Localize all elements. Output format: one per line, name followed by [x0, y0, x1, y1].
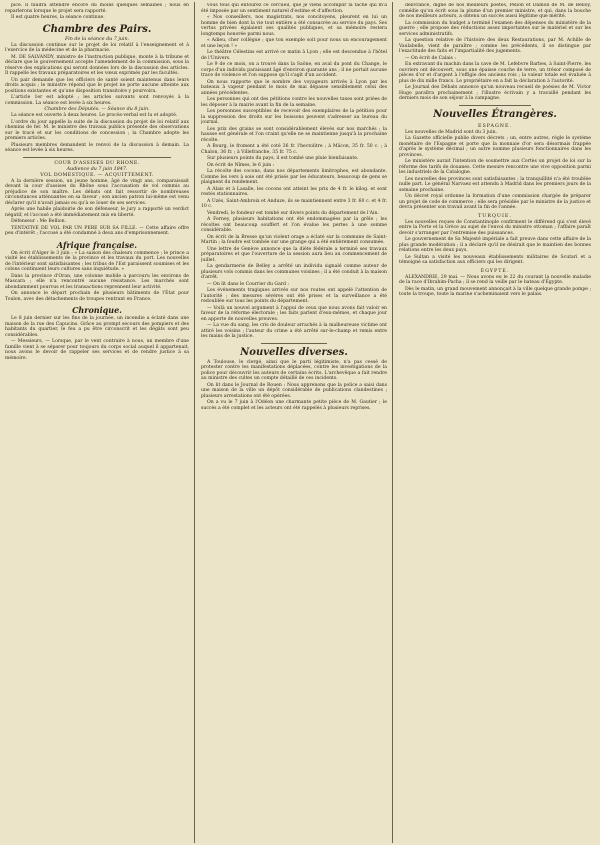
paragraph: La discussion continue sur le projet de loi relatif à l'enseignement et à l'exercice de la médecine et de la pharmacie. — [5, 42, 189, 53]
paragraph: Plusieurs membres demandent le renvoi de la discussion à demain. La séance est levée à six heures. — [5, 142, 189, 153]
column-rule — [194, 2, 195, 843]
paragraph: délivrance, digne de nos meilleurs poètes, Pélion et Damon de M. de Belloy, comédie qu'on écrit sous la plume d'un premier ministre, et qui, dans la bouche de nos meilleurs acteurs, a obtenu un succès aussi légitime que mérité. — [399, 3, 591, 19]
paragraph: On a vu le 7 juin à l'Odéon une charmante petite pièce de M. Gautier ; le succès a été complet et les acteurs ont été rappelés à plusieurs reprises. — [201, 400, 387, 411]
paragraph: Les événements tragiques arrivés sur nos routes ont appelé l'attention de l'autorité ; des mesures sévères ont été prises et la surveillance a été redoublée sur tous les points du département. — [201, 288, 387, 304]
paragraph: « Nos conseillers, nos magistrats, nos concitoyens, pleurent en lui un homme de bien dont la vie tout entière a été consacrée au service du pays. Ses vertus privées égalaient ses qualités publiques, et sa mémoire restera longtemps honorée parmi nous. — [201, 15, 387, 37]
paragraph: Vendredi, le fondeur est tombé sur divers points du département de l'Ain. — [207, 210, 379, 216]
paragraph: Le Sultan a visité les nouveaux établissements militaires de Scutari et a témoigné sa satisfaction aux officiers qui les dirigent. — [399, 254, 591, 265]
session-date: Audience du 7 juin 1847. — [66, 166, 128, 172]
case-title: VOL DOMESTIQUE. — ACQUITTEMENT. — [40, 172, 154, 178]
paragraph: pice. Il faudra attendre encore du moins quelques semaines ; nous en reparlerons lorsque le projet sera rapporté. — [5, 3, 189, 14]
paragraph: — Voilà un nouvel argument à l'appui de ceux que nous avons fait valoir en faveur de la réforme électorale ; les faits parlent d'eux-mêmes, et chaque jour en apporte de nouvelles preuves. — [201, 305, 387, 322]
section-divider — [23, 157, 171, 158]
paragraph: M. DE SALVANDY, ministre de l'instruction publique, monte à la tribune et déclare que le gouvernement accepte l'amendement de la commission, sous la réserve des explications qui seront données lors de la discussion des articles. Il rappelle les travaux préparatoires et les vœux exprimés par les facultés. — [5, 54, 189, 76]
paragraph: Sur plusieurs points du pays, il est tombé une pluie bienfaisante. — [207, 156, 359, 161]
paragraph: A Alais et à Lasalle, les cocons ont atteint les prix de 4 fr. le kilog. et sont restés stationnaires. — [201, 186, 387, 197]
country-heading-turquie: TURQUIE. — [478, 213, 512, 219]
column-3 — [399, 3, 591, 842]
paragraph: Le Journal des Débats annonce qu'un nouveau recueil de poésies de M. Victor Hugo paraîtra prochainement ; l'illustre écrivain y a travaillé pendant les derniers mois de son séjour à la campagne. — [399, 85, 591, 101]
country-heading-egypte: ÉGYPTE. — [480, 268, 510, 274]
paragraph: En extravant du machin dans la cave de M. Lefebvre Barbes, à Saint-Pierre, les ouvriers ont découvert, sous une épaisse couche de terre, un trésor composé de pièces d'or et d'argent à l'effigie des anciens rois ; la valeur totale est évaluée à plus de dix mille francs. Le propriétaire en a fait la déclaration à l'autorité. — [399, 62, 591, 84]
paragraph: Les personnes susceptibles de recevoir des exemplaires de la pétition pour la suppression des droits sur les boissons peuvent s'adresser au bureau du journal. — [201, 109, 387, 125]
paragraph: « Adieu, cher collègue ; que ton exemple soit pour nous un encouragement et une leçon ! » — [201, 38, 387, 49]
paragraph: Dans la province d'Oran, une colonne mobile a parcouru les environs de Mascara ; elle n'a rencontré aucune résistance. Les marchés sont abondamment pourvus et les transactions reprennent leur activité. — [5, 273, 189, 290]
paragraph: TENTATIVE DE VOL PAR UN PERE SUR SA FILLE. — Cette affaire offre peu d'intérêt ; l'accusé a été condamné à deux ans d'emprisonnement. — [5, 225, 189, 236]
paragraph: Une lettre de Genève annonce que la diète fédérale a terminé ses travaux préparatoires et que l'ouverture de la session aura lieu au commencement de juillet. — [201, 246, 387, 263]
paragraph: Dès le matin, un grand mouvement annonçait à la ville quelque grande pompe ; toute la troupe, toute la marine s'acheminaient vers le palais. — [399, 286, 591, 297]
paragraph: L'article 1er est adopté ; les articles suivants sont renvoyés à la commission. La séance est levée à six heures. — [5, 95, 189, 106]
paragraph: — La vue du sang, les cris de douleur arrachés à la malheureuse victime ont attiré les voisins ; l'auteur du crime a été arrêté sur-le-champ et remis entre les mains de la justice. — [201, 323, 387, 339]
paragraph: Le 9 de ce mois, on a trouvé dans la Saône, en aval du pont du Change, le corps d'un individu paraissant âgé d'environ quarante ans ; il ne portait aucune trace de violence et l'on suppose qu'il s'agit d'un accident. — [201, 62, 387, 78]
paragraph: Les nouvelles des provinces sont satisfaisantes ; la tranquillité n'a été troublée nulle part. Le général Narvaez est attendu à Madrid dans les premiers jours de la semaine prochaine. — [399, 176, 591, 193]
paragraph: On écrit d'Alger le 3 juin : « La saison des chaleurs commence ; le prince a visité les établissements de la province et les travaux du port. Les nouvelles de l'intérieur sont satisfaisantes ; les tribus de l'Est paraissent soumises et les colons continuent leurs cultures sans inquiétude. » — [5, 250, 189, 272]
paragraph: La récolte des cocons, dans nos départements limitrophes, est abondante. Comme les vers à soie ont été prisés par les éducateurs, beaucoup de gens se plaignent du rendement. — [201, 169, 387, 185]
paragraph: Les nouvelles de Madrid sont du 3 juin. — [405, 129, 498, 135]
paragraph: vous tous qui entourez ce cercueil, que je viens accomplir la tâche qui m'a été imposée par un sentiment naturel d'estime et d'affection. — [201, 3, 387, 14]
paragraph: — On lit dans le Courrier du Gard : — [207, 281, 289, 287]
paragraph: La question relative de l'histoire des deux Restaurations, par M. Achille de Vaulabelle, vient de paraître ; comme les précédents, il se distingue par l'exactitude des faits et l'impartialité des jugements. — [399, 38, 591, 54]
paragraph: On lit dans le Journal de Rouen : Nous apprenons que la police a saisi dans une maison de la ville un dépôt considérable de publications clandestines ; plusieurs arrestations ont été opérées. — [201, 382, 387, 399]
section-title-nouvelles-etrangeres: Nouvelles Étrangères. — [433, 108, 557, 120]
paragraph: Le théâtre Célestins est arrivé ce matin à Lyon ; elle est descendue à l'hôtel de l'Univers. — [201, 50, 387, 61]
column-1 — [5, 3, 189, 842]
section-title-afrique-francaise: Afrique française. — [56, 239, 138, 250]
column-rule — [392, 2, 393, 843]
paragraph: A Toulouse, le clergé, ainsi que le parti légitimiste, n'a pas cessé de protester contre les manifestations déplacées, contre les investigations de la police pour découvrir les auteurs de certains écrits. L'archevêque a fait rendre au ministre des cultes un compte détaillé de ces incidents. — [201, 359, 387, 381]
paragraph: Les nouvelles reçues de Constantinople confirment le différend qui s'est élevé entre la Porte et la Grèce au sujet de l'envoi du ministre ottoman ; l'affaire paraît devoir s'arranger par l'entremise des puissances. — [399, 219, 591, 236]
paragraph: La commission du budget a terminé l'examen des dépenses du ministère de la guerre ; elle propose des réductions assez importantes sur le matériel et sur les services administratifs. — [399, 20, 591, 37]
paragraph: On nous rapporte que le nombre des voyageurs arrivés à Lyon par les bateaux à vapeur pendant le mois de mai dépasse sensiblement celui des années précédentes. — [201, 79, 387, 96]
paragraph: La Gazette officielle publie divers décrets ; un, entre autres, règle le système monétaire de l'Espagne et porte que la monnaie d'or sera désormais frappée d'après le système décimal ; un autre nomme plusieurs fonctionnaires dans les provinces. — [399, 136, 591, 158]
paragraph: — Messieurs, — Lorsque, par le vent contraire à nous, un membre d'une famille vient à se séparer pour toujours du corps social auquel il appartenait, nous avons le devoir de rappeler ses services et de rendre justice à sa mémoire. — [5, 339, 189, 361]
session-date: Fin de la séance du 7 juin. — [64, 36, 130, 42]
paragraph: On annonce le départ prochain de plusieurs bâtiments de l'État pour Toulon, avec des détachements de troupes rentrant en France. — [5, 291, 189, 302]
paragraph: On écrit de Nîmes, le 6 juin : — [207, 162, 275, 168]
section-title-nouvelles-diverses: Nouvelles diverses. — [240, 346, 348, 358]
subheading: Chambre des Députés. — Séance du 8 juin. — [44, 107, 150, 112]
section-title-chambre-des-pairs: Chambre des Pairs. — [42, 23, 152, 35]
section-title-chronique: Chronique. — [72, 305, 122, 315]
paragraph: A Bourg, le froment a été coté 36 fr. l'hectolitre ; à Mâcon, 35 fr. 50 c. ; à Chalon, 36 fr. ; à Villefranche, 35 fr. 75 c. — [201, 144, 387, 155]
paragraph: Un pair demande que les officiers de santé soient maintenus dans leurs droits acquis ; le ministre répond que le projet ne porte aucune atteinte aux positions existantes et qu'une disposition transitoire y pourvoira. — [5, 77, 189, 94]
column-2 — [201, 3, 387, 842]
paragraph: Il est quatre heures, la séance continue. — [11, 15, 105, 20]
country-heading-espagne: ESPAGNE. — [477, 123, 513, 129]
paragraph: Les personnes qui ont des pétitions contre les nouvelles taxes sont priées de les déposer à la mairie avant la fin de la semaine. — [201, 97, 387, 108]
paragraph: Le gouvernement de Sa Majesté impériale a fait preuve dans cette affaire de la plus grande modération ; il a déclaré qu'il ne désirait que le maintien des bonnes relations entre les deux pays. — [399, 237, 591, 253]
paragraph: A Uzès, Saint-Ambroix et Anduze, ils se maintiennent entre 3 fr. 60 c. et 4 fr. 10 c. — [201, 198, 387, 209]
paragraph: Après une habile plaidoirie de son défenseur, le jury a rapporté un verdict négatif, et l'accusé a été immédiatement mis en liberté. — [5, 207, 189, 218]
paragraph: Défenseur : Me Bellion. — [11, 219, 67, 224]
paragraph: L'ordre du jour appelle la suite de la discussion du projet de loi relatif aux chemins de fer. M. le ministre des travaux publics présente des observations sur le tracé et sur les conditions de concession ; la Chambre adopte les premiers articles. — [5, 119, 189, 141]
paragraph: La séance est ouverte à deux heures. Le procès-verbal est lu et adopté. — [11, 113, 178, 118]
paragraph: La gendarmerie de Belley a arrêté un individu signalé comme auteur de plusieurs vols commis dans les communes voisines ; il a été conduit à la maison d'arrêt. — [201, 264, 387, 280]
paragraph: On écrit de la Bresse qu'un violent orage a éclaté sur la commune de Saint-Martin ; la foudre est tombée sur une grange qui a été entièrement consumée. — [201, 234, 387, 245]
paragraph: Un décret royal ordonne la formation d'une commission chargée de préparer un projet de code de commerce ; elle sera présidée par le ministre de la justice et devra présenter son travail avant la fin de l'année. — [399, 194, 591, 210]
paragraph: A Ferney, plusieurs habitations ont été endommagées par la grêle ; les récoltes ont beaucoup souffert et l'on évalue les pertes à une somme considérable. — [201, 217, 387, 233]
paragraph: Les prix des grains se sont considérablement élevés sur nos marchés ; la hausse est générale et l'on craint qu'elle ne se maintienne jusqu'à la prochaine récolte. — [201, 126, 387, 143]
paragraph: Le 8 juin dernier sur les fins de la journée, un incendie a éclaté dans une maison de la rue des Capucins. Grâce au prompt secours des pompiers et des habitants du quartier, le feu a pu être circonscrit et les dégâts sont peu considérables. — [5, 316, 189, 338]
section-divider — [261, 343, 327, 344]
section-title-cour-d-assises: COUR D'ASSISES DU RHONE. — [54, 160, 140, 166]
paragraph: A la dernière session, un jeune homme, âgé de vingt ans, comparaissait devant la cour d'assises du Rhône sous l'accusation de vol commis au préjudice de son maître. Les débats ont fait ressortir de nombreuses circonstances atténuantes en sa faveur ; son ancien patron lui-même est venu déclarer qu'il n'avait jamais eu qu'à se louer de ses services. — [5, 178, 189, 206]
paragraph: — On écrit de Calais : — [405, 55, 456, 61]
paragraph: ALEXANDRIE, 29 mai. — Nous avons eu le 22 du courant la nouvelle maladie de la race d'Ibrahim-Pacha ; il se rend la veille par le bateau d'Égypte. — [399, 274, 591, 285]
section-divider — [459, 105, 531, 106]
paragraph: Le ministère aurait l'intention de soumettre aux Cortès un projet de loi sur la réforme des tarifs de douanes. Cette mesure rencontre une vive opposition parmi les industriels de la Catalogne. — [399, 159, 591, 175]
